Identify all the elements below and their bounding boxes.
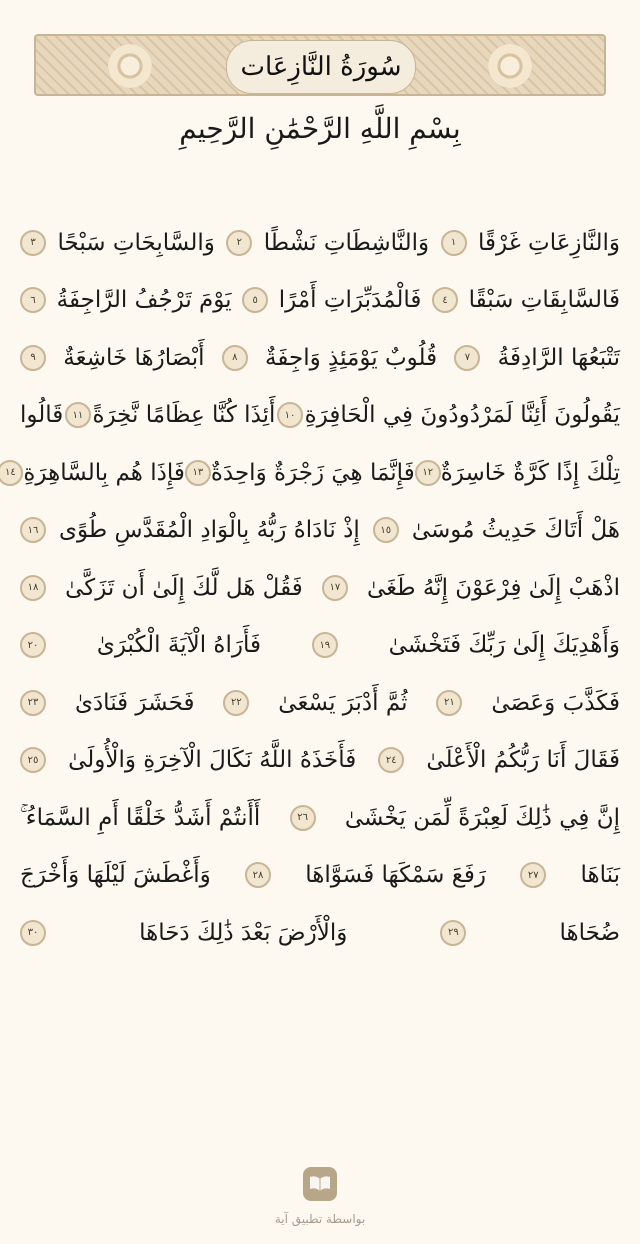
verse-number-marker[interactable]: ٢٨ <box>245 862 271 888</box>
verse-number-marker[interactable]: ٢٦ <box>290 805 316 831</box>
verse-number-marker[interactable]: ٢ <box>226 230 252 256</box>
verse-number-marker[interactable]: ١٧ <box>322 575 348 601</box>
basmala: بِسْمِ اللَّهِ الرَّحْمَٰنِ الرَّحِيمِ <box>179 112 461 145</box>
footer-credit: بواسطة تطبيق آية <box>274 1212 366 1226</box>
verse-number-marker[interactable]: ١٢ <box>415 460 441 486</box>
text-line <box>20 674 620 732</box>
verse-number-marker[interactable]: ٢٤ <box>378 747 404 773</box>
verse-number-marker[interactable]: ٧ <box>454 345 480 371</box>
text-line <box>20 617 620 675</box>
verse-number-marker[interactable]: ١ <box>441 230 467 256</box>
verse-text[interactable]: وَالسَّابِحَاتِ سَبْحًا <box>57 229 215 256</box>
open-book-icon <box>309 1175 331 1193</box>
surah-title: سُورَةُ النَّازِعَات <box>240 52 402 82</box>
verse-text[interactable]: إِنَّ فِي ذَٰلِكَ لَعِبْرَةً لِّمَن يَخْشَىٰ <box>344 804 620 831</box>
verse-text[interactable]: بَنَاهَا <box>580 862 620 889</box>
verse-text[interactable]: فَحَشَرَ فَنَادَىٰ <box>74 689 195 716</box>
verse-number-marker[interactable]: ١٤ <box>0 460 23 486</box>
verse-text[interactable]: فَإِذَا هُم بِالسَّاهِرَةِ <box>23 459 185 486</box>
verse-number-marker[interactable]: ٢٠ <box>20 632 46 658</box>
verse-number-marker[interactable]: ٢١ <box>436 690 462 716</box>
verse-text[interactable]: فَالْمُدَبِّرَاتِ أَمْرًا <box>278 287 422 314</box>
verse-number-marker[interactable]: ٦ <box>20 287 46 313</box>
verse-number-marker[interactable]: ٥ <box>242 287 268 313</box>
verse-number-marker[interactable]: ٢٥ <box>20 747 46 773</box>
verse-text[interactable]: وَالْأَرْضَ بَعْدَ ذَٰلِكَ دَحَاهَا <box>139 919 348 946</box>
verse-text[interactable]: فَإِنَّمَا هِيَ زَجْرَةٌ وَاحِدَةٌ <box>210 459 415 486</box>
app-logo[interactable] <box>303 1167 337 1201</box>
verse-text[interactable]: فَقَالَ أَنَا رَبُّكُمُ الْأَعْلَىٰ <box>426 747 620 774</box>
verse-number-marker[interactable]: ٢٩ <box>440 920 466 946</box>
verse-number-marker[interactable]: ٢٧ <box>520 862 546 888</box>
text-line <box>20 847 620 905</box>
verse-text[interactable]: رَفَعَ سَمْكَهَا فَسَوَّاهَا <box>305 862 487 889</box>
verse-text[interactable]: وَأَهْدِيَكَ إِلَىٰ رَبِّكَ فَتَخْشَىٰ <box>388 632 620 659</box>
text-line <box>20 789 620 847</box>
surah-title-box <box>226 40 416 94</box>
verse-text[interactable]: وَالنَّازِعَاتِ غَرْقًا <box>478 229 620 256</box>
surah-header-frame <box>34 34 606 96</box>
verse-text[interactable]: تِلْكَ إِذًا كَرَّةٌ خَاسِرَةٌ <box>440 459 620 486</box>
text-line <box>20 502 620 560</box>
verse-text[interactable]: فَكَذَّبَ وَعَصَىٰ <box>491 689 620 716</box>
text-line <box>20 387 620 445</box>
verse-number-marker[interactable]: ١١ <box>65 402 91 428</box>
rosette-ornament <box>488 44 532 88</box>
verse-number-marker[interactable]: ٢٢ <box>223 690 249 716</box>
verse-text[interactable]: يَوْمَ تَرْجُفُ الرَّاجِفَةُ <box>56 287 232 314</box>
text-line <box>4 444 620 502</box>
verse-number-marker[interactable]: ١٠ <box>277 402 303 428</box>
quran-text <box>4 214 620 962</box>
verse-text[interactable]: تَتْبَعُهَا الرَّادِفَةُ <box>497 344 620 371</box>
verse-number-marker[interactable]: ٨ <box>222 345 248 371</box>
verse-text[interactable]: إِذْ نَادَاهُ رَبُّهُ بِالْوَادِ الْمُقَدَّسِ طُوًى <box>59 517 360 544</box>
rosette-ornament <box>108 44 152 88</box>
verse-text[interactable]: قُلُوبٌ يَوْمَئِذٍ وَاجِفَةٌ <box>265 344 438 371</box>
verse-text[interactable]: ثُمَّ أَدْبَرَ يَسْعَىٰ <box>278 689 408 716</box>
verse-text[interactable]: وَأَغْطَشَ لَيْلَهَا وَأَخْرَجَ <box>20 862 211 889</box>
verse-number-marker[interactable]: ٩ <box>20 345 46 371</box>
verse-number-marker[interactable]: ١٥ <box>373 517 399 543</box>
verse-text[interactable]: فَقُلْ هَل لَّكَ إِلَىٰ أَن تَزَكَّىٰ <box>65 574 303 601</box>
verse-text[interactable]: قَالُوا <box>20 402 64 429</box>
verse-number-marker[interactable]: ١٨ <box>20 575 46 601</box>
verse-number-marker[interactable]: ٢٣ <box>20 690 46 716</box>
verse-text[interactable]: اذْهَبْ إِلَىٰ فِرْعَوْنَ إِنَّهُ طَغَىٰ <box>366 574 620 601</box>
verse-text[interactable]: أَئِذَا كُنَّا عِظَامًا نَّخِرَةً <box>92 402 276 429</box>
verse-text[interactable]: هَلْ أَتَاكَ حَدِيثُ مُوسَىٰ <box>411 517 620 544</box>
verse-text[interactable]: فَالسَّابِقَاتِ سَبْقًا <box>468 287 620 314</box>
text-line <box>20 272 620 330</box>
text-line <box>20 904 620 962</box>
verse-text[interactable]: فَأَخَذَهُ اللَّهُ نَكَالَ الْآخِرَةِ وَالْأُولَىٰ <box>68 747 357 774</box>
verse-text[interactable]: فَأَرَاهُ الْآيَةَ الْكُبْرَىٰ <box>96 632 261 659</box>
verse-text[interactable]: ضُحَاهَا <box>559 919 620 946</box>
verse-number-marker[interactable]: ٤ <box>432 287 458 313</box>
verse-number-marker[interactable]: ٣٠ <box>20 920 46 946</box>
verse-number-marker[interactable]: ١٦ <box>20 517 46 543</box>
verse-number-marker[interactable]: ١٣ <box>185 460 211 486</box>
verse-text[interactable]: أَبْصَارُهَا خَاشِعَةٌ <box>63 344 205 371</box>
verse-number-marker[interactable]: ١٩ <box>312 632 338 658</box>
text-line <box>20 732 620 790</box>
verse-text[interactable]: وَالنَّاشِطَاتِ نَشْطًا <box>263 229 430 256</box>
text-line <box>20 329 620 387</box>
verse-text[interactable]: أَأَنتُمْ أَشَدُّ خَلْقًا أَمِ السَّمَاءُ ۚ <box>20 804 261 831</box>
text-line <box>20 559 620 617</box>
text-line <box>20 214 620 272</box>
verse-text[interactable]: يَقُولُونَ أَئِنَّا لَمَرْدُودُونَ فِي الْحَافِرَةِ <box>304 402 620 429</box>
verse-number-marker[interactable]: ٣ <box>20 230 46 256</box>
